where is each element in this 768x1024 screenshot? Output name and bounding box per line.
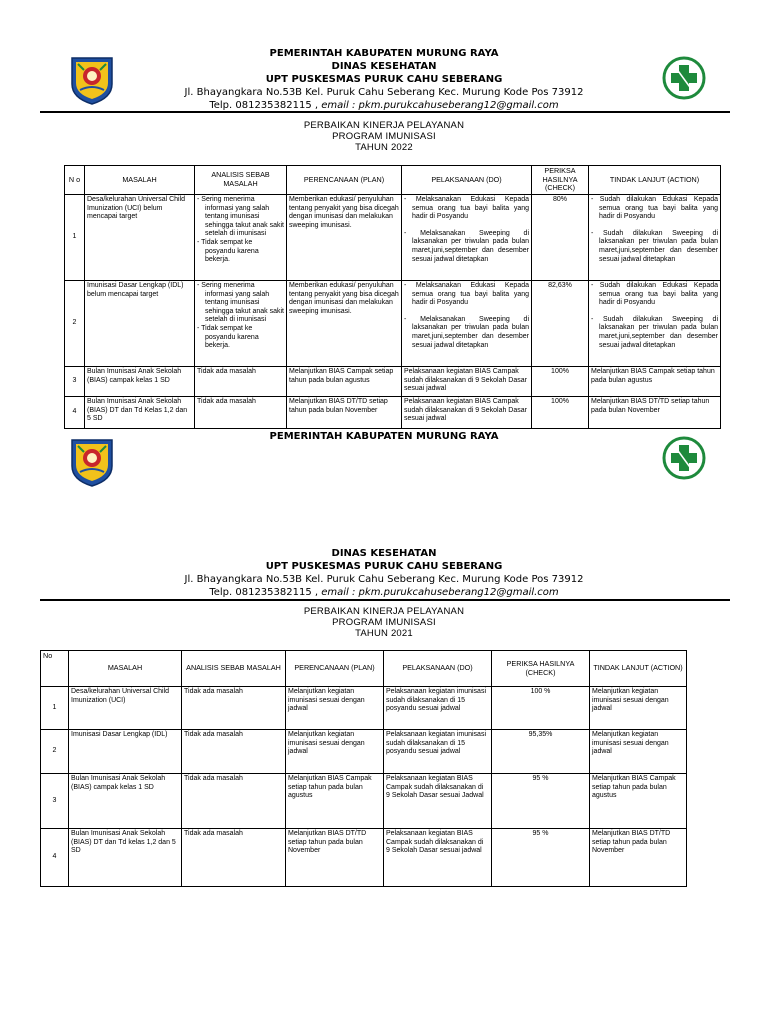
table-row: [41, 774, 687, 829]
row-no: 3: [65, 367, 85, 397]
row-periksa: 82,63%: [532, 281, 589, 367]
row-tindak: [589, 281, 721, 367]
row-masalah: Imunisasi Dasar Lengkap (IDL) belum mencapai target: [85, 281, 195, 367]
row-periksa: 95 %: [492, 774, 590, 829]
letterhead-contact: [0, 586, 768, 599]
col-pelaksanaan: PELAKSANAAN (DO): [402, 166, 532, 195]
table-header-row: [65, 166, 721, 195]
row-periksa: 100%: [532, 367, 589, 397]
table-row: [65, 397, 721, 429]
col-pelaksanaan: PELAKSANAAN (DO): [384, 651, 492, 687]
row-no: 1: [41, 687, 69, 730]
row-tindak: Melanjutkan BIAS Campak setiap tahun pada bulan agustus: [590, 774, 687, 829]
letterhead-line3: UPT PUSKESMAS PURUK CAHU SEBERANG: [265, 561, 503, 572]
row-masalah: Imunisasi Dasar Lengkap (IDL): [69, 730, 182, 774]
pelaksanaan-point: - Melaksanakan Edukasi Kepada semua orang tua bayi balita yang hadir di Posyandu: [404, 196, 529, 221]
analisis-text: Sering menerima informasi yang salah tentang imunisasi sehingga takut anak sakit setelah di imunisasi: [201, 196, 284, 238]
row-masalah: Bulan Imunisasi Anak Sekolah (BIAS) campak kelas 1 SD: [69, 774, 182, 829]
row-tindak: Melanjutkan kegiatan imunisasi sesuai dengan jadwal: [590, 687, 687, 730]
table-header-row: [41, 651, 687, 687]
row-perencanaan: Melanjutkan BIAS Campak setiap tahun pada bulan agustus: [287, 367, 402, 397]
row-pelaksanaan: Pelaksanaan kegiatan BIAS Campak sudah dilaksanakan di 9 Sekolah Dasar sesuai jadwal: [402, 397, 532, 429]
row-analisis: Tidak ada masalah: [182, 774, 286, 829]
row-no: 4: [65, 397, 85, 429]
doc-title: [0, 120, 768, 153]
pdca-table-2022: [64, 165, 721, 429]
row-masalah: Desa/kelurahan Universal Child Imunization (UCI) belum mencapai target: [85, 195, 195, 281]
table-row: [65, 281, 721, 367]
row-analisis: Tidak ada masalah: [182, 829, 286, 887]
row-no: 1: [65, 195, 85, 281]
col-tindak: TINDAK LANJUT (ACTION): [589, 166, 721, 195]
doc-title: [0, 606, 768, 639]
phone: Telp. 081235382115 ,: [209, 100, 319, 111]
col-masalah: MASALAH: [69, 651, 182, 687]
letterhead: [0, 47, 768, 112]
row-pelaksanaan: Pelaksanaan kegiatan BIAS Campak sudah dilaksanakan di 9 Sekolah Dasar sesuai jadwal: [402, 367, 532, 397]
letterhead-rule: [40, 599, 730, 601]
row-masalah: Bulan Imunisasi Anak Sekolah (BIAS) campak kelas 1 SD: [85, 367, 195, 397]
col-analisis: ANALISIS SEBAB MASALAH: [195, 166, 287, 195]
row-no: 2: [65, 281, 85, 367]
table-row: [65, 367, 721, 397]
row-perencanaan: Memberikan edukasi/ penyuluhan tentang penyakit yang bisa dicegah dengan imunisasi dan melakukan sweeping imunisasi.: [287, 195, 402, 281]
analisis-text: Sering menerima informasi yang salah tentang imunisasi sehingga takut anak sakit setelah di imunisasi: [201, 282, 284, 324]
analisis-point: - Tidak sempat ke posyandu karena bekerja.: [197, 324, 259, 350]
row-pelaksanaan: [402, 281, 532, 367]
row-periksa: 95,35%: [492, 730, 590, 774]
email: email : pkm.purukcahuseberang12@gmail.com: [321, 100, 559, 111]
analisis-point: - Tidak sempat ke posyandu karena bekerja.: [197, 238, 259, 264]
row-tindak: Melanjutkan BIAS DT/TD setiap tahun pada bulan November: [589, 397, 721, 429]
row-analisis: [195, 281, 287, 367]
row-perencanaan: Melanjutkan kegiatan imunisasi sesuai dengan jadwal: [286, 687, 384, 730]
row-pelaksanaan: Pelaksanaan kegiatan BIAS Campak sudah dilaksanakan di 9 Sekolah Dasar sesuai Jadwal: [384, 774, 492, 829]
row-tindak: Melanjutkan BIAS DT/TD setiap tahun pada bulan November: [590, 829, 687, 887]
col-tindak: TINDAK LANJUT (ACTION): [590, 651, 687, 687]
row-analisis: Tidak ada masalah: [195, 367, 287, 397]
row-tindak: [589, 195, 721, 281]
row-pelaksanaan: Pelaksanaan kegiatan BIAS Campak sudah dilaksanakan di 9 Sekolah Dasar sesuai jadwal: [384, 829, 492, 887]
row-pelaksanaan: Pelaksanaan kegiatan imunisasi sudah dilaksanakan di 15 posyandu sesuai jadwal: [384, 730, 492, 774]
table-row: [41, 829, 687, 887]
letterhead-address: Jl. Bhayangkara No.53B Kel. Puruk Cahu Seberang Kec. Murung Kode Pos 73912: [184, 87, 584, 98]
analisis-text: Tidak sempat ke posyandu karena bekerja.: [201, 238, 259, 264]
analisis-point: - Sering menerima informasi yang salah tentang imunisasi sehingga takut anak sakit setelah di imunisasi: [197, 196, 284, 238]
row-no: 4: [41, 829, 69, 887]
row-no: 3: [41, 774, 69, 829]
row-masalah: Bulan Imunisasi Anak Sekolah (BIAS) DT dan Td Kelas 1,2 dan 5 SD: [85, 397, 195, 429]
col-analisis: ANALISIS SEBAB MASALAH: [182, 651, 286, 687]
row-tindak: Melanjutkan kegiatan imunisasi sesuai dengan jadwal: [590, 730, 687, 774]
row-tindak: Melanjutkan BIAS Campak setiap tahun pada bulan agustus: [589, 367, 721, 397]
title-line3: TAHUN 2022: [355, 142, 413, 153]
pdca-table-2021: [40, 650, 687, 887]
letterhead-line1: PEMERINTAH KABUPATEN MURUNG RAYA: [269, 431, 499, 442]
tindak-point: - Sudah dilakukan Edukasi Kepada semua orang tua bayi balita yang hadir di Posyandu: [591, 196, 718, 221]
phone: Telp. 081235382115 ,: [209, 587, 319, 598]
email: email : pkm.purukcahuseberang12@gmail.com: [321, 587, 559, 598]
row-pelaksanaan: Pelaksanaan kegiatan imunisasi sudah dilaksanakan di 15 posyandu sesuai jadwal: [384, 687, 492, 730]
title-line2: PROGRAM IMUNISASI: [332, 131, 436, 142]
row-perencanaan: Melanjutkan BIAS Campak setiap tahun pada bulan agustus: [286, 774, 384, 829]
tindak-point: - Sudah dilakukan Sweeping di laksanakan per triwulan pada bulan maret,juni,september dan desember sesuai jadwal ditetapkan: [591, 315, 718, 349]
row-analisis: Tidak ada masalah: [195, 397, 287, 429]
row-perencanaan: Melanjutkan kegiatan imunisasi sesuai dengan jadwal: [286, 730, 384, 774]
row-periksa: 95 %: [492, 829, 590, 887]
title-line1: PERBAIKAN KINERJA PELAYANAN: [303, 120, 465, 131]
row-perencanaan: Melanjutkan BIAS DT/TD setiap tahun pada bulan November: [287, 397, 402, 429]
row-perencanaan: Melanjutkan BIAS DT/TD setiap tahun pada bulan November: [286, 829, 384, 887]
letterhead-line1: PEMERINTAH KABUPATEN MURUNG RAYA: [269, 48, 499, 59]
col-no: N o: [65, 166, 85, 195]
col-perencanaan: PERENCANAAN (PLAN): [287, 166, 402, 195]
row-analisis: Tidak ada masalah: [182, 730, 286, 774]
pelaksanaan-point: - Melaksanakan Sweeping di laksanakan per triwulan pada bulan maret,juni,september dan desember sesuai jadwal ditetapkan: [404, 315, 529, 349]
letterhead-line2: DINAS KESEHATAN: [331, 61, 437, 72]
tindak-point: - Sudah dilakukan Sweeping di laksanakan per triwulan pada bulan maret,juni,september dan desember sesuai jadwal ditetapkan: [591, 229, 718, 263]
letterhead-address: Jl. Bhayangkara No.53B Kel. Puruk Cahu Seberang Kec. Murung Kode Pos 73912: [184, 574, 584, 585]
pelaksanaan-point: - Melaksanakan Edukasi Kepada semua orang tua bayi balita yang hadir di Posyandu: [404, 282, 529, 307]
title-line1: PERBAIKAN KINERJA PELAYANAN: [303, 606, 465, 617]
analisis-point: - Sering menerima informasi yang salah tentang imunisasi sehingga takut anak sakit setelah di imunisasi: [197, 282, 284, 324]
title-line3: TAHUN 2021: [355, 628, 413, 639]
col-periksa: PERIKSA HASILNYA (CHECK): [532, 166, 589, 195]
letterhead-line2: DINAS KESEHATAN: [331, 548, 437, 559]
table-row: [41, 730, 687, 774]
health-cross-icon: [662, 434, 706, 482]
title-line2: PROGRAM IMUNISASI: [332, 617, 436, 628]
col-perencanaan: PERENCANAAN (PLAN): [286, 651, 384, 687]
row-perencanaan: Memberikan edukasi/ penyuluhan tentang penyakit yang bisa dicegah dengan imunisasi dan melakukan sweeping imunisasi.: [287, 281, 402, 367]
row-masalah: Desa/kelurahan Universal Child Imunization (UCI): [69, 687, 182, 730]
row-periksa: 80%: [532, 195, 589, 281]
table-row: [41, 687, 687, 730]
col-periksa: PERIKSA HASILNYA (CHECK): [492, 651, 590, 687]
letterhead-rule: [40, 111, 730, 113]
letterhead-2: [0, 547, 768, 599]
analisis-text: Tidak sempat ke posyandu karena bekerja.: [201, 324, 259, 350]
regency-crest-icon: [66, 436, 118, 488]
row-periksa: 100 %: [492, 687, 590, 730]
row-pelaksanaan: [402, 195, 532, 281]
row-no: 2: [41, 730, 69, 774]
row-analisis: [195, 195, 287, 281]
row-masalah: Bulan Imunisasi Anak Sekolah (BIAS) DT dan Td kelas 1,2 dan 5 SD: [69, 829, 182, 887]
col-masalah: MASALAH: [85, 166, 195, 195]
tindak-point: - Sudah dilakukan Edukasi Kepada semua orang tua bayi balita yang hadir di Posyandu: [591, 282, 718, 307]
row-periksa: 100%: [532, 397, 589, 429]
letterhead-line3: UPT PUSKESMAS PURUK CAHU SEBERANG: [265, 74, 503, 85]
col-no: No: [41, 651, 69, 687]
row-analisis: Tidak ada masalah: [182, 687, 286, 730]
pelaksanaan-point: - Melaksanakan Sweeping di laksanakan per triwulan pada bulan maret,juni,september dan desember sesuai jadwal ditetapkan: [404, 229, 529, 263]
table-row: [65, 195, 721, 281]
